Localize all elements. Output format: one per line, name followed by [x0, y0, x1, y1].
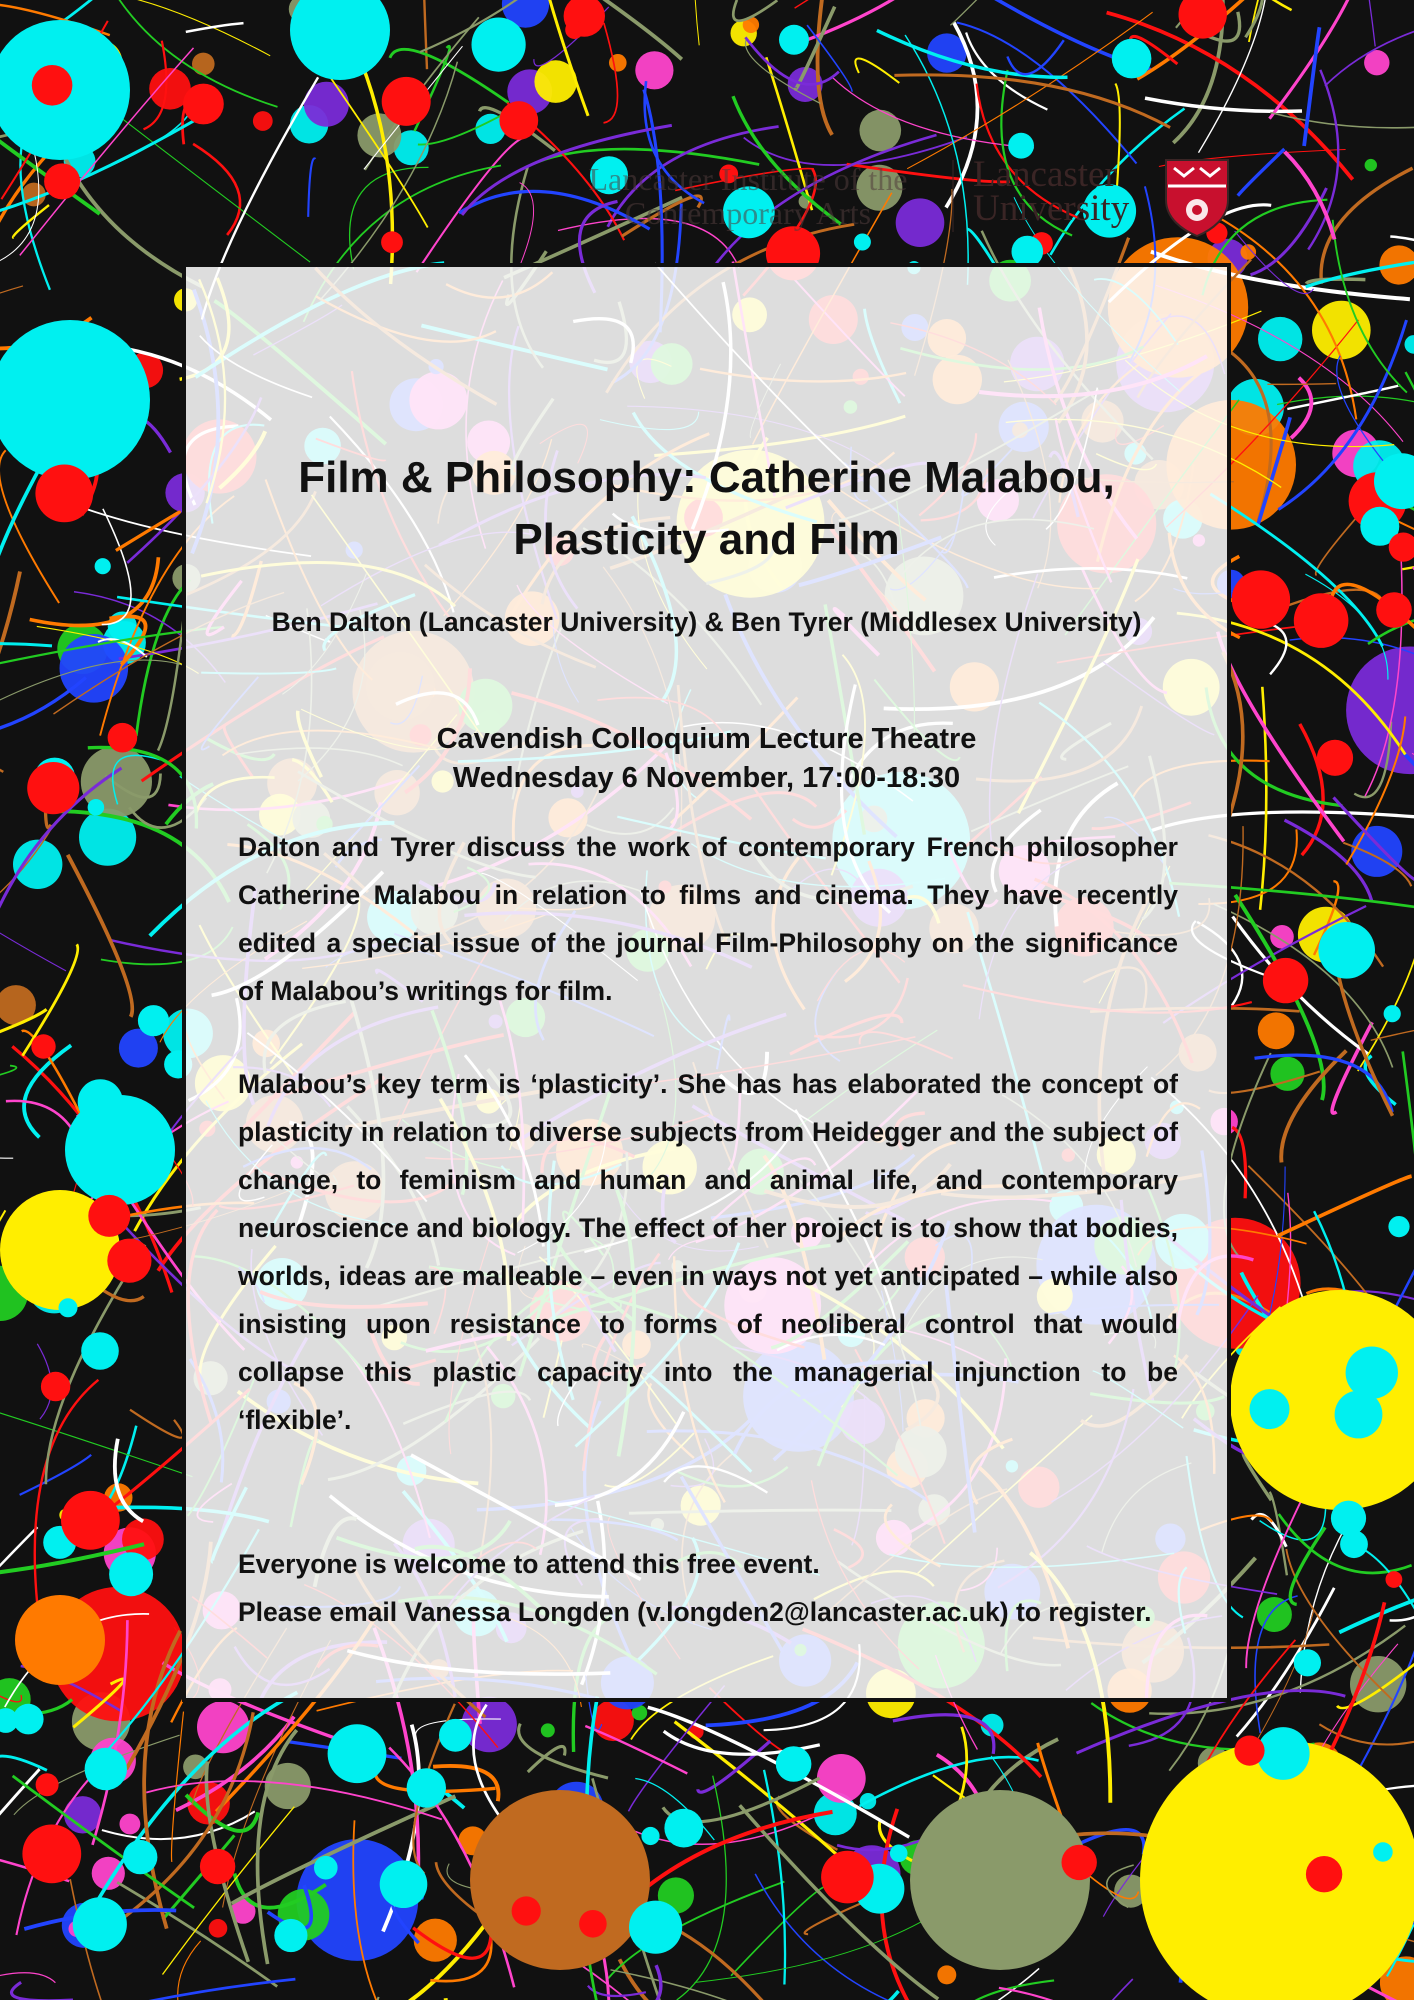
- university-logo-line1: Lancaster: [973, 154, 1117, 195]
- paint-dot: [61, 1491, 120, 1550]
- paint-dot: [95, 558, 111, 574]
- paint-dot: [73, 1897, 127, 1951]
- paint-dot: [88, 799, 105, 816]
- description-paragraph-2: Malabou’s key term is ‘plasticity’. She has has elaborated the concept of plasticity in relation to diverse subjects from Heidegger and the subject of change, to feminism and human and animal life, and contemporary neuroscience and biology. The effect of her project is to show that bodies, worlds, ideas are malleable – even in ways not yet anticipated – while also insisting upon resistance to forms of neoliberal control that would collapse this plastic capacity into the managerial injunction to be ‘flexible’.: [238, 1069, 1178, 1435]
- paint-blob: [1405, 335, 1414, 354]
- paint-dot: [1317, 740, 1353, 776]
- paint-dot: [1294, 593, 1349, 648]
- paint-dot: [107, 1239, 151, 1283]
- paint-drip-line: [1218, 632, 1344, 842]
- paint-drip-line: [1227, 0, 1263, 37]
- paint-dot: [314, 1856, 338, 1880]
- paint-drip-line: [24, 1045, 71, 1137]
- paint-drip-line: [693, 0, 699, 45]
- paint-dot: [1335, 1391, 1383, 1439]
- paint-dot: [382, 77, 431, 126]
- paint-drip-line: [1285, 152, 1335, 240]
- paint-drip-line: [1238, 149, 1285, 196]
- paint-dot: [1388, 1216, 1409, 1237]
- paint-dot: [328, 1724, 387, 1783]
- paint-dot: [821, 1851, 874, 1904]
- paint-blob: [541, 1723, 555, 1737]
- paint-dot: [890, 1845, 908, 1863]
- paint-dot: [35, 465, 93, 523]
- paint-splash: [470, 1790, 650, 1970]
- logo-divider: [952, 160, 954, 232]
- paint-drip-line: [11, 1982, 73, 2000]
- paint-dot: [85, 1748, 127, 1790]
- welcome-line: Everyone is welcome to attend this free event.: [238, 1549, 820, 1579]
- paint-drip-line: [733, 0, 777, 21]
- institute-logo-line1: Lancaster Institute of the: [588, 161, 908, 197]
- paint-blob: [817, 1754, 866, 1803]
- paint-drip-line: [893, 1715, 994, 1754]
- paint-drip-line: [1343, 1542, 1414, 1657]
- university-logo-line2: University: [973, 188, 1130, 229]
- paint-splash: [0, 320, 150, 480]
- paint-dot: [27, 762, 79, 814]
- paint-drip-line: [20, 1455, 92, 1495]
- paint-dot: [565, 21, 583, 39]
- paint-dot: [1263, 958, 1308, 1003]
- paint-dot: [108, 723, 138, 753]
- paint-dot: [1232, 570, 1290, 628]
- paint-drip-line: [0, 649, 3, 772]
- paint-drip-line: [1322, 0, 1376, 46]
- paint-dot: [381, 231, 403, 253]
- paint-blob: [1257, 1597, 1292, 1632]
- paint-dot: [44, 163, 80, 199]
- paint-drip-line: [308, 158, 315, 217]
- paint-dot: [1250, 1389, 1290, 1429]
- paint-drip-line: [0, 1066, 16, 1087]
- paint-drip-line: [30, 557, 159, 625]
- logo-bar: [548, 156, 1238, 236]
- event-datetime: Wednesday 6 November, 17:00-18:30: [452, 762, 961, 794]
- paint-dot: [123, 1840, 157, 1874]
- paint-dot: [22, 1825, 81, 1884]
- paint-dot: [1318, 922, 1375, 979]
- paint-drip-line: [795, 0, 938, 8]
- paint-blob: [1270, 1057, 1304, 1091]
- paint-dot: [1234, 1736, 1264, 1766]
- paint-drip-line: [102, 103, 311, 262]
- paint-drip-line: [1339, 1568, 1414, 1632]
- paint-dot: [109, 1552, 153, 1596]
- venue-datetime: [186, 720, 1227, 798]
- paint-dot: [1346, 1347, 1398, 1399]
- paint-dot: [81, 1332, 119, 1370]
- paint-dot: [88, 1195, 130, 1237]
- institute-logo-line2: Contemporary Arts: [624, 195, 872, 231]
- paint-dot: [1306, 1856, 1342, 1892]
- paint-drip-line: [0, 678, 86, 741]
- paint-drip-line: [681, 1932, 837, 2000]
- paint-drip-line: [1007, 40, 1063, 74]
- paint-dot: [629, 1901, 682, 1954]
- paint-blob: [860, 110, 902, 152]
- paint-drip-line: [1270, 0, 1369, 119]
- paint-dot: [1179, 0, 1227, 39]
- paint-dot: [1373, 1842, 1393, 1862]
- paint-drip-line: [117, 1882, 277, 1986]
- paint-drip-line: [855, 58, 899, 82]
- paint-splash: [15, 1595, 105, 1685]
- paint-dot: [200, 1849, 235, 1884]
- paint-splash: [910, 1790, 1090, 1970]
- speakers: Ben Dalton (Lancaster University) & Ben Tyrer (Middlesex University): [271, 607, 1142, 637]
- paint-dot: [1294, 1649, 1321, 1676]
- paint-blob: [253, 111, 273, 131]
- paint-dot: [641, 1827, 659, 1845]
- paint-dot: [1257, 1727, 1310, 1780]
- paint-drip-line: [0, 644, 52, 690]
- paint-drip-line: [193, 144, 240, 235]
- paint-drip-line: [419, 0, 427, 69]
- paint-drip-line: [604, 23, 618, 123]
- paint-dot: [1062, 1845, 1097, 1880]
- paint-dot: [380, 1860, 428, 1908]
- paint-dot: [1386, 1571, 1403, 1588]
- paint-blob: [635, 51, 673, 89]
- paint-blob: [414, 1919, 457, 1962]
- paint-dot: [779, 25, 809, 55]
- paint-drip-line: [163, 1807, 295, 1975]
- event-info-panel: [182, 263, 1231, 1702]
- paint-blob: [937, 1965, 956, 1984]
- paint-dot: [138, 1005, 169, 1036]
- paint-drip-line: [68, 855, 133, 1017]
- paint-drip-line: [0, 572, 20, 815]
- paint-drip-line: [1304, 27, 1319, 146]
- paint-blob: [1351, 826, 1402, 877]
- paint-drip-line: [0, 1973, 55, 1983]
- paint-dot: [407, 1768, 446, 1807]
- paint-dot: [78, 1079, 123, 1124]
- paint-dot: [854, 234, 871, 251]
- paint-dot: [31, 1034, 55, 1058]
- paint-dot: [1331, 1501, 1366, 1536]
- paint-dot: [776, 1746, 812, 1782]
- paint-blob: [119, 1814, 140, 1835]
- event-title: [186, 447, 1227, 571]
- paint-drip-line: [0, 1117, 13, 1158]
- paint-blob: [192, 53, 215, 76]
- paint-drip-line: [1267, 384, 1336, 385]
- paint-drip-line: [731, 1885, 830, 1976]
- paint-blob: [1365, 159, 1377, 171]
- paint-dot: [274, 1919, 307, 1952]
- paint-drip-line: [51, 1979, 295, 2000]
- lancaster-university-logo[interactable]: [973, 154, 1163, 229]
- paint-dot: [472, 17, 526, 71]
- paint-dot: [499, 101, 538, 140]
- registration-line[interactable]: Please email Vanessa Longden (v.longden2@lancaster.ac.uk) to register.: [238, 1597, 1152, 1627]
- paint-blob: [1258, 1012, 1295, 1049]
- event-title-line1: Film & Philosophy: Catherine Malabou,: [298, 453, 1115, 502]
- institute-logo[interactable]: [548, 162, 948, 230]
- paint-dot: [664, 1809, 703, 1848]
- paint-dot: [85, 399, 104, 418]
- paint-dot: [1112, 39, 1152, 79]
- paint-drip-line: [1246, 1484, 1309, 1668]
- venue: Cavendish Colloquium Lecture Theatre: [436, 723, 977, 755]
- paint-dot: [59, 1298, 78, 1317]
- paint-drip-line: [130, 1410, 183, 1438]
- paint-drip-line: [186, 23, 244, 32]
- description-paragraph-1: Dalton and Tyrer discuss the work of contemporary French philosopher Catherine Malabou in relation to films and cinema. They have recently edited a special issue of the journal Film-Philosophy on the significance of Malabou’s writings for film.: [238, 832, 1178, 1006]
- university-crest-icon: [1160, 156, 1234, 238]
- paint-dot: [32, 65, 73, 106]
- registration-info: [238, 1540, 1178, 1636]
- paint-dot: [183, 84, 224, 125]
- paint-dot: [512, 1896, 541, 1925]
- paint-drip-line: [999, 1988, 1220, 2000]
- paint-dot: [41, 1372, 70, 1401]
- paint-dot: [579, 1910, 607, 1938]
- event-title-line2: Plasticity and Film: [513, 515, 900, 564]
- paint-blob: [209, 1919, 228, 1938]
- paint-dot: [1340, 1530, 1368, 1558]
- paint-dot: [1376, 592, 1412, 628]
- paint-dot: [439, 1719, 472, 1752]
- paint-dot: [1384, 1005, 1401, 1022]
- paint-blob: [183, 1755, 208, 1780]
- paint-dot: [36, 1773, 59, 1796]
- paint-drip-line: [520, 183, 534, 263]
- paint-blob: [13, 840, 62, 889]
